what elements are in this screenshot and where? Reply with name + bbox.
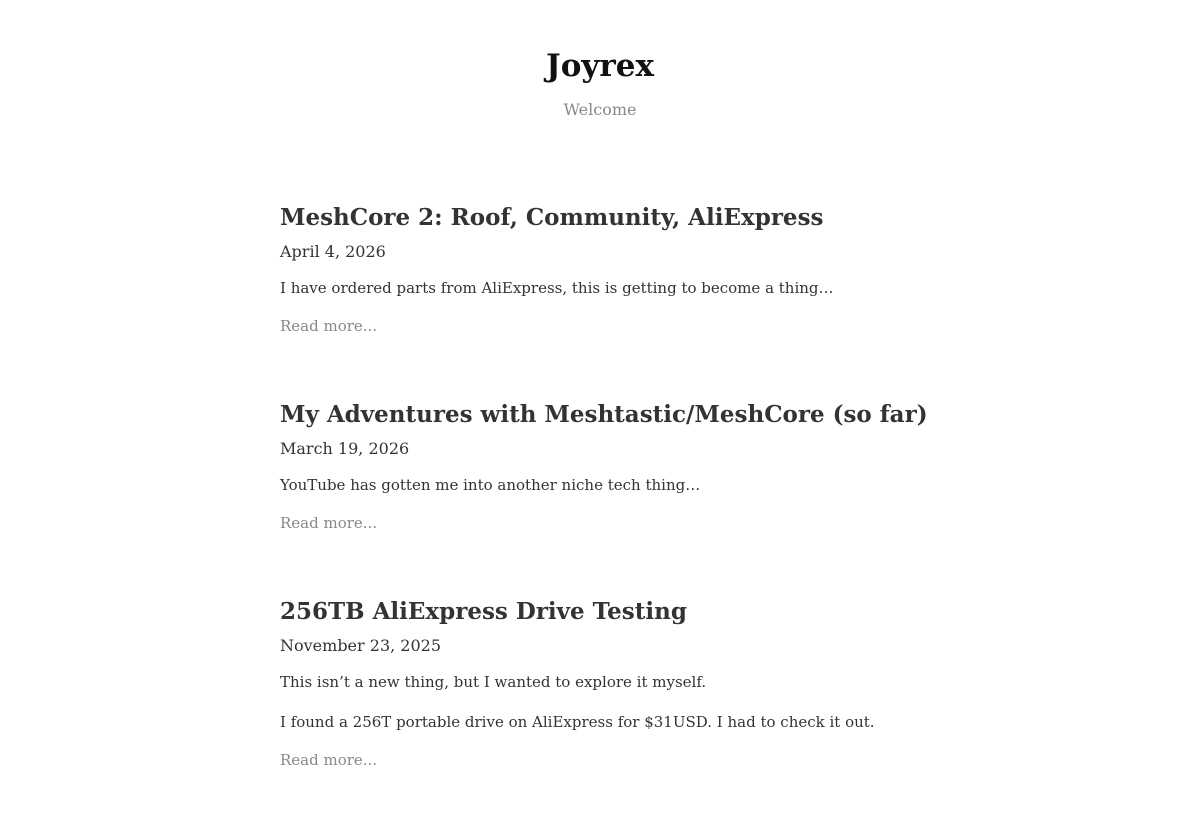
post-excerpt bbox=[280, 274, 920, 302]
post-title-link[interactable]: MeshCore 2: Roof, Community, AliExpress bbox=[280, 204, 824, 231]
post-item bbox=[280, 594, 920, 774]
post-item bbox=[280, 200, 920, 340]
site-subtitle: Welcome bbox=[563, 100, 637, 119]
post-date: November 23, 2025 bbox=[280, 636, 442, 655]
post-date: April 4, 2026 bbox=[280, 242, 386, 261]
post-list bbox=[280, 200, 928, 831]
post-title-link[interactable]: My Adventures with Meshtastic/MeshCore (so far) bbox=[280, 401, 928, 428]
post-excerpt bbox=[280, 668, 920, 736]
site-header bbox=[0, 0, 1200, 121]
site-title-link[interactable]: Joyrex bbox=[546, 48, 654, 84]
read-more-link[interactable]: Read more... bbox=[280, 317, 378, 335]
excerpt-paragraph: I found a 256T portable drive on AliExpress for $31USD. I had to check it out. bbox=[280, 713, 875, 731]
read-more-link[interactable]: Read more... bbox=[280, 751, 378, 769]
read-more-link[interactable]: Read more... bbox=[280, 514, 378, 532]
excerpt-paragraph: YouTube has gotten me into another niche tech thing… bbox=[280, 476, 701, 494]
post-date: March 19, 2026 bbox=[280, 439, 410, 458]
post-excerpt bbox=[280, 471, 920, 499]
excerpt-paragraph: This isn’t a new thing, but I wanted to explore it myself. bbox=[280, 673, 707, 691]
post-item bbox=[280, 397, 928, 537]
post-title-link[interactable]: 256TB AliExpress Drive Testing bbox=[280, 598, 687, 625]
excerpt-paragraph: I have ordered parts from AliExpress, this is getting to become a thing… bbox=[280, 279, 834, 297]
